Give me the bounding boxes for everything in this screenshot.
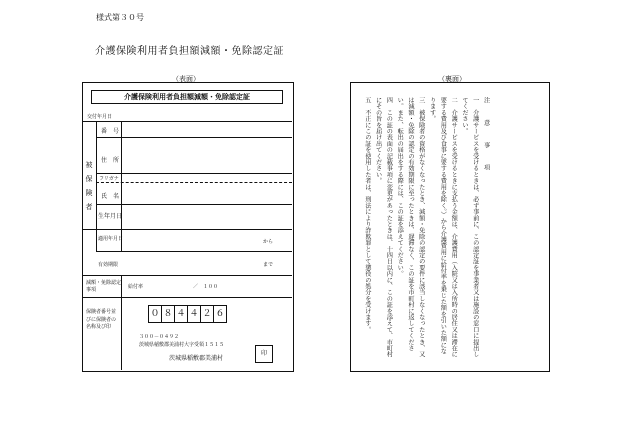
document-title: 介護保険利用者負担額減額・免除認定証 <box>95 46 284 57</box>
seal-box: 印 <box>255 345 273 363</box>
address-label: 住 所 <box>101 157 120 164</box>
insurer-number-digit: ０ <box>148 305 162 323</box>
benefit-rate-label: 給付率 <box>128 284 144 290</box>
birthdate-label: 生年月日 <box>98 213 123 220</box>
divider <box>96 121 97 251</box>
back-card <box>350 82 550 372</box>
divider <box>121 297 122 370</box>
insurer-number-digit: ４ <box>187 305 201 323</box>
divider <box>121 275 122 297</box>
insurer-address: 茨城県稲敷郡美浦村大字受領１５１５ <box>139 342 225 348</box>
note-item: 四 この証の表面の記載事項に変更があったときは、十四日以内に、この証を添えて、市町村にその旨を届け出てください。 <box>374 97 393 358</box>
divider <box>83 121 292 122</box>
notes-block <box>361 97 491 359</box>
note-item: 三 被保険者の資格がなくなったとき、減額・免除の認定の要件に該当しなくなったとき、又は減額・免除の認定の有効期限に至ったときは、遅滞なく、この証を市町村に返してください。また、転出の届出をする際には、この証を添えてください。 <box>396 97 425 358</box>
valid-period-label: 有効期限 <box>98 262 119 268</box>
insurer-name: 茨城県稲敷郡美浦村 <box>169 355 224 362</box>
divider <box>83 275 292 276</box>
furigana-label: フリガナ <box>99 176 119 182</box>
insurer-number-digit: ６ <box>213 305 227 323</box>
divider <box>96 204 292 205</box>
card-title: 介護保険利用者負担額減額・免除認定証 <box>91 90 283 104</box>
insurer-number <box>149 305 227 323</box>
note-item: 二 介護サービスを受けるときに支払う金額は、介護費用（入院又は入所時の居住又は滞在に要する費用及び食事に要する費用を除く。）から介護費用に給付率を乗じた額を引いた額になります。 <box>428 97 458 358</box>
until-label: まで <box>263 262 274 268</box>
insurer-label: 保険者番号並びに保険者の名称及び印 <box>86 309 117 330</box>
divider <box>96 137 292 138</box>
divider <box>96 182 292 183</box>
benefit-rate-value: ／ １００ <box>193 284 219 290</box>
divider <box>96 173 292 174</box>
from-label: から <box>263 239 274 245</box>
front-side-label: （表面） <box>172 75 200 83</box>
note-item: 一 介護サービスを受けるときは、必ず事前に、この認定証を事業者又は施設の窓口に提出してください。 <box>460 97 479 358</box>
name-label: 氏 名 <box>101 193 120 200</box>
notes-title: 注 意 事 項 <box>482 97 490 176</box>
divider <box>96 251 292 252</box>
insurer-number-digit: ８ <box>161 305 175 323</box>
note-item: 五 不正にこの証を使用した者は、刑法により詐欺罪として懲役の処分を受けます。 <box>363 97 371 333</box>
number-label: 番 号 <box>101 128 120 135</box>
front-card <box>82 82 294 372</box>
insured-vertical-label: 被保険者 <box>85 161 93 217</box>
form-number: 様式第３０号 <box>96 13 144 22</box>
applicable-date-label: 適用年月日 <box>98 236 124 242</box>
reduction-label: 減額・免除認定事項 <box>86 280 122 293</box>
divider <box>83 297 292 298</box>
postal-code: ３００－０４９２ <box>139 334 180 340</box>
insurer-number-digit: ２ <box>200 305 214 323</box>
divider <box>121 121 122 251</box>
back-side-label: （裏面） <box>438 75 466 83</box>
divider <box>83 229 292 230</box>
issue-date-label: 交付年月日 <box>87 114 113 120</box>
insurer-number-digit: ４ <box>174 305 188 323</box>
